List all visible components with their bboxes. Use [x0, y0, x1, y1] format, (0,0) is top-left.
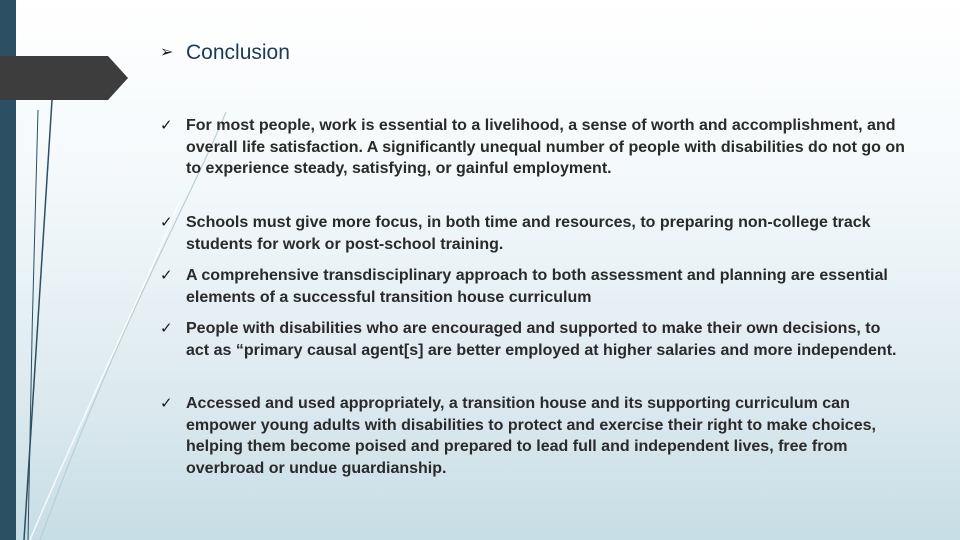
checkmark-icon: ✓: [160, 214, 173, 231]
checkmark-icon: ✓: [160, 395, 173, 412]
bullet-text: Schools must give more focus, in both time and resources, to preparing non-college track students for work or post-school training.: [186, 214, 871, 253]
bullet-item: [160, 212, 905, 255]
bullet-item: [160, 393, 905, 479]
title-row: [160, 40, 290, 66]
bullet-text: A comprehensive transdisciplinary approach to both assessment and planning are essential elements of a successful transition house curriculum: [186, 267, 888, 306]
bullet-text: For most people, work is essential to a livelihood, a sense of worth and accomplishment, and overall life satisfaction. A significantly unequal number of people with disabilities do not go on to experience steady, satisfying, or gainful employment.: [186, 117, 905, 178]
arrow-bullet-icon: ➢: [160, 44, 174, 61]
bullet-item: [160, 265, 905, 308]
checkmark-icon: ✓: [160, 267, 173, 284]
bullet-item: [160, 318, 905, 361]
bullet-item: [160, 115, 905, 180]
bullet-text: People with disabilities who are encouraged and supported to make their own decisions, to act as “primary causal agent[s] are better employed at higher salaries and more independent.: [186, 320, 897, 359]
checkmark-icon: ✓: [160, 320, 173, 337]
bullet-text: Accessed and used appropriately, a transition house and its supporting curriculum can empower young adults with disabilities to protect and exercise their right to make choices, helping them become poised and prepared to lead full and independent lives, free from overbroad or undue guardianship.: [186, 395, 876, 477]
slide-title: Conclusion: [186, 41, 290, 64]
checkmark-icon: ✓: [160, 117, 173, 134]
